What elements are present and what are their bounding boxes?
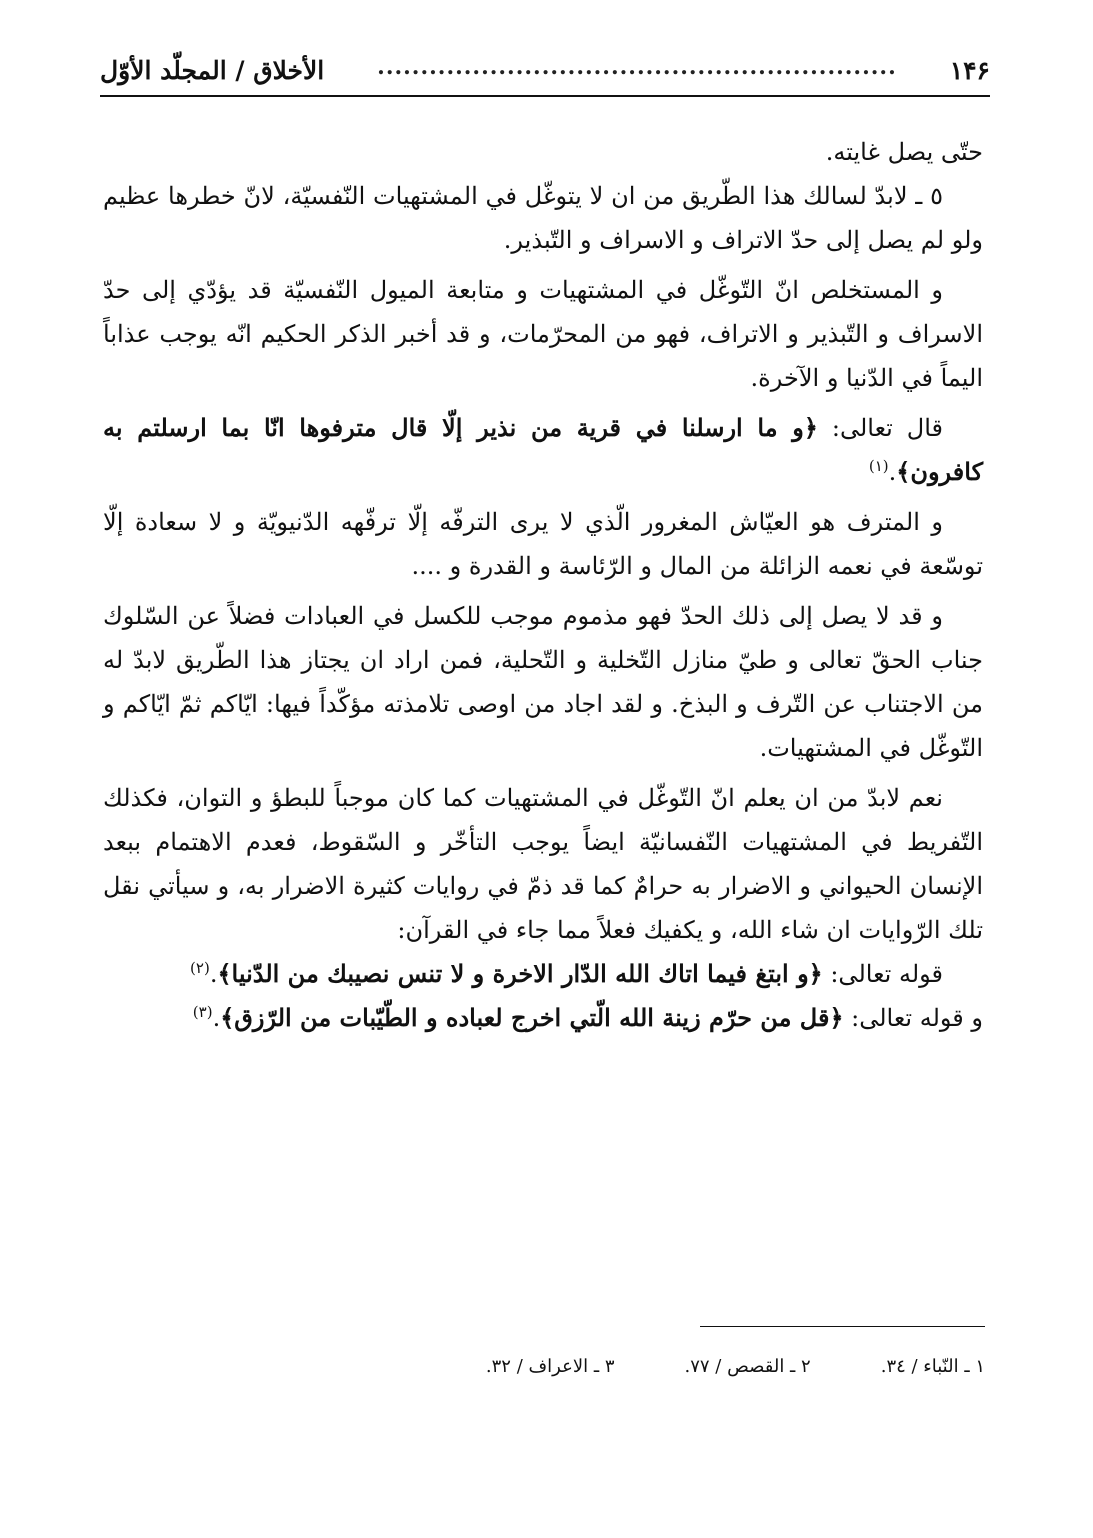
quran-quote: ﴿و ابتغ فيما اتاك الله الدّار الاخرة و لا تنس نصيبك من الدّنيا﴾ [217,959,823,988]
paragraph-5: و المترف هو العيّاش المغرور الّذي لا يرى الترفّه إلّا ترفّهه الدّنيويّة و لا سعادة إلّا توسّعة في نعمه الزائلة من المال و الرّئاسة و القدرة و .... [103,508,983,580]
page-number: ۱۴۶ [949,55,990,85]
quran-quote: ﴿قل من حرّم زينة الله الّتي اخرج لعباده و الطّيّبات من الرّزق﴾ [220,1003,844,1032]
main-text [103,130,983,1040]
quote-intro: قال تعالى: [817,414,944,442]
header-dot-leader: ............................................................ [377,61,897,79]
running-header [100,52,990,88]
paragraph-7: نعم لابدّ من ان يعلم انّ التّوغّل في المشتهيات كما كان موجباً للبطؤ و التوان، فكذلك التّفريط في المشتهيات النّفسانيّة ايضاً يوجب التأخّر و السّقوط، فعدم الاهتمام ببعد الإنسان الحيواني و الاضرار به حرامٌ كما قد ذمّ في روايات كثيرة الاضرار به، و سيأتي نقل تلك الرّوايات ان شاء الله، و يكفيك فعلاً مما جاء في القرآن: [103,784,983,944]
footnote-3: ٣ ـ الاعراف / ٣٢. [485,1356,615,1377]
header-rule [100,95,990,97]
paragraph-8: قوله تعالى: ﴿و ابتغ فيما اتاك الله الدّار الاخرة و لا تنس نصيبك من الدّنيا﴾.$^{(٢)}$ [190,959,943,988]
paragraph-3: و المستخلص انّ التّوغّل في المشتهيات و متابعة الميول النّفسيّة قد يؤدّي إلى حدّ الاسراف و التّبذير و الاتراف، فهو من المحرّمات، و قد أخبر الذكر الحكيم انّه يوجب عذاباً اليماً في الدّنيا و الآخرة. [103,276,984,392]
footnote-1: ١ ـ النّباء / ٣٤. [880,1356,985,1377]
quote-intro: و قوله تعالى: [843,1004,983,1032]
paragraph-6: و قد لا يصل إلى ذلك الحدّ فهو مذموم موجب للكسل في العبادات فضلاً عن السّلوك جناب الحقّ تعالى و طيّ منازل التّخلية و التّحلية، فمن اراد ان يجتاز هذا الطّريق لابدّ له من الاجتناب عن التّرف و البذخ. و لقد اجاد من اوصى تلامذته مؤكّداً فيها: ايّاكم ثمّ ايّاكم و التّوغّل في المشتهيات. [103,602,983,762]
header-title: الأخلاق / المجلّد الأوّل [100,55,325,85]
paragraph-9: و قوله تعالى: ﴿قل من حرّم زينة الله الّتي اخرج لعباده و الطّيّبات من الرّزق﴾.$^{(٣)}$ [192,1003,983,1032]
footnote-2: ٢ ـ القصص / ٧٧. [684,1356,811,1377]
quote-intro: قوله تعالى: [822,960,943,988]
footnote-ref: (١) [868,457,889,475]
paragraph-2: ٥ ـ لابدّ لسالك هذا الطّريق من ان لا يتوغّل في المشتهيات النّفسيّة، لانّ خطرها عظيم ولو لم يصل إلى حدّ الاتراف و الاسراف و التّبذير. [103,182,983,254]
footnotes [360,1356,985,1386]
paragraph-4: قال تعالى: ﴿و ما ارسلنا في قرية من نذير إلّا قال مترفوها انّا بما ارسلتم به كافرون﴾.$^{(١)}$ [103,413,983,486]
quran-quote: ﴿و ما ارسلنا في قرية من نذير إلّا قال مترفوها انّا بما ارسلتم به كافرون﴾ [103,413,983,486]
footnote-ref: (٢) [190,959,210,977]
footnote-rule [700,1326,985,1327]
paragraph-1: حتّى يصل غايته. [825,138,983,166]
footnote-ref: (٣) [192,1003,213,1021]
